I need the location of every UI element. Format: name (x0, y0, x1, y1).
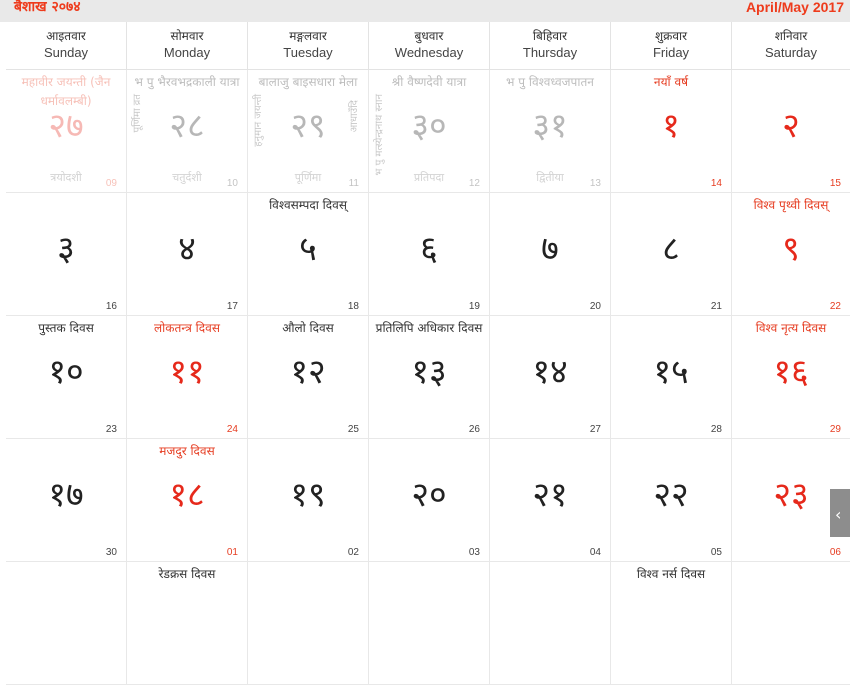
weekday-name-english: Monday (163, 45, 211, 60)
tithi-label: प्रतिपदा (413, 171, 445, 184)
nepali-date: ३१ (532, 106, 568, 146)
day-cell[interactable] (6, 316, 127, 438)
event-label: विश्व पृथ्वी दिवस् (753, 198, 829, 212)
english-date: 12 (468, 178, 480, 189)
nepali-date: १४ (532, 352, 568, 392)
english-date: 21 (710, 301, 722, 312)
week-row (6, 439, 850, 562)
nepali-date: १० (48, 352, 84, 392)
vertical-event-label: पूर्णिमा व्रत (132, 94, 143, 133)
english-date: 17 (226, 301, 238, 312)
day-cell[interactable] (248, 70, 369, 192)
event-label: रेडक्रस दिवस (158, 567, 216, 581)
nepali-date: ३ (57, 229, 75, 269)
nepali-date: १७ (48, 475, 84, 515)
nepali-date: ७ (541, 229, 559, 269)
scroll-up-button[interactable] (830, 489, 850, 537)
day-cell[interactable] (611, 439, 732, 561)
weekday-header-friday (611, 22, 732, 69)
tithi-label: द्वितीया (536, 171, 564, 184)
nepali-date: ६ (420, 229, 438, 269)
day-cell[interactable] (6, 439, 127, 561)
english-date: 06 (829, 547, 841, 558)
nepali-date: २१ (532, 475, 568, 515)
english-date: 28 (710, 424, 722, 435)
english-date: 25 (347, 424, 359, 435)
day-cell[interactable] (127, 439, 248, 561)
english-date: 10 (226, 178, 238, 189)
day-cell[interactable] (732, 70, 850, 192)
event-label: विश्व नृत्य दिवस (755, 321, 827, 335)
nepali-date: ११ (169, 352, 205, 392)
weekday-name-english: Saturday (764, 45, 818, 60)
nepali-date: १५ (653, 352, 689, 392)
english-date: 14 (710, 178, 722, 189)
day-cell[interactable] (127, 70, 248, 192)
day-cell[interactable] (248, 193, 369, 315)
event-label: भ पु भैरवभद्रकाली यात्रा (134, 75, 240, 89)
english-date: 18 (347, 301, 359, 312)
event-label: नयाँ वर्ष (653, 75, 689, 89)
vertical-event-label: हनुमान जयन्ती (253, 94, 264, 147)
weekday-name-nepali: बुधवार (414, 29, 444, 43)
day-cell[interactable] (611, 562, 732, 684)
day-cell[interactable] (127, 562, 248, 684)
weekday-name-nepali: बिहिवार (532, 29, 568, 43)
weekday-name-english: Wednesday (394, 45, 464, 60)
nepali-date: २ (782, 106, 800, 146)
day-cell[interactable] (611, 316, 732, 438)
day-cell[interactable] (248, 316, 369, 438)
day-cell[interactable] (611, 193, 732, 315)
english-date: 09 (105, 178, 117, 189)
weekday-header-tuesday (248, 22, 369, 69)
tithi-label: चतुर्दशी (172, 171, 202, 184)
day-cell[interactable] (6, 70, 127, 192)
day-cell[interactable] (732, 316, 850, 438)
event-label: श्री वैष्णदेवी यात्रा (391, 75, 467, 89)
weekday-header-thursday (490, 22, 611, 69)
event-label: लोकतन्त्र दिवस (154, 321, 220, 335)
day-cell[interactable] (127, 316, 248, 438)
weekday-header-monday (127, 22, 248, 69)
english-date: 04 (589, 547, 601, 558)
nepali-date: ९ (782, 229, 800, 269)
weekday-name-nepali: आइतवार (46, 29, 86, 43)
nepali-date: २३ (773, 475, 809, 515)
nepali-date: २२ (653, 475, 689, 515)
event-label: मजदुर दिवस (159, 444, 215, 458)
tithi-label: पूर्णिमा (294, 171, 322, 184)
weekday-name-english: Friday (652, 45, 690, 60)
day-cell[interactable] (248, 562, 369, 684)
nepali-date: २० (411, 475, 447, 515)
nepali-date: २७ (48, 106, 84, 146)
english-month-title: April/May 2017 (745, 0, 844, 15)
weekday-name-nepali: शनिवार (774, 29, 808, 43)
day-cell[interactable] (490, 439, 611, 561)
english-date: 19 (468, 301, 480, 312)
nepali-date: १६ (773, 352, 809, 392)
english-date: 22 (829, 301, 841, 312)
english-date: 24 (226, 424, 238, 435)
event-label: प्रतिलिपि अधिकार दिवस (375, 321, 483, 335)
nepali-date: २८ (169, 106, 205, 146)
nepali-date: २९ (290, 106, 326, 146)
weekday-name-nepali: सोमवार (170, 29, 204, 43)
english-date: 23 (105, 424, 117, 435)
day-cell[interactable] (369, 193, 490, 315)
english-date: 30 (105, 547, 117, 558)
english-date: 01 (226, 547, 238, 558)
nepali-date: १२ (290, 352, 326, 392)
day-cell[interactable] (490, 316, 611, 438)
english-date: 26 (468, 424, 480, 435)
week-row (6, 562, 850, 685)
nepali-date: १८ (169, 475, 205, 515)
weekday-header-wednesday (369, 22, 490, 69)
tithi-label: त्रयोदशी (50, 171, 82, 184)
day-cell[interactable] (369, 316, 490, 438)
english-date: 03 (468, 547, 480, 558)
week-row (6, 193, 850, 316)
nepali-date: ४ (178, 229, 196, 269)
vertical-event-label: भ पु मत्स्येन्द्रनाथ स्नान (374, 94, 385, 176)
weekday-name-english: Thursday (522, 45, 578, 60)
english-date: 11 (348, 178, 359, 189)
day-cell[interactable] (490, 562, 611, 684)
weekday-header-sunday (6, 22, 127, 69)
weekday-header-saturday (732, 22, 850, 69)
day-cell[interactable] (732, 193, 850, 315)
chevron-up-icon: ‹ (835, 505, 842, 524)
weekday-name-nepali: शुक्रवार (654, 29, 688, 43)
day-cell[interactable] (369, 562, 490, 684)
english-date: 16 (105, 301, 117, 312)
week-row (6, 316, 850, 439)
english-date: 20 (589, 301, 601, 312)
day-cell[interactable] (369, 70, 490, 192)
weekday-header-row (6, 22, 850, 70)
event-label: पुस्तक दिवस (38, 321, 94, 335)
event-label: भ पु विश्वध्वजपातन (506, 75, 594, 89)
nepali-date: ५ (299, 229, 317, 269)
calendar-grid (6, 22, 850, 685)
nepali-date: ३० (411, 106, 447, 146)
day-cell[interactable] (490, 193, 611, 315)
weekday-name-english: Sunday (43, 45, 89, 60)
day-cell[interactable] (6, 193, 127, 315)
day-cell[interactable] (127, 193, 248, 315)
english-date: 02 (347, 547, 359, 558)
day-cell[interactable] (732, 562, 850, 684)
day-cell[interactable] (611, 70, 732, 192)
english-date: 13 (589, 178, 601, 189)
event-label: विश्व नर्स दिवस (636, 567, 706, 581)
day-cell[interactable] (248, 439, 369, 561)
nepali-date: १९ (290, 475, 326, 515)
vertical-event-label: आधाउँदि (349, 100, 360, 133)
english-date: 05 (710, 547, 722, 558)
week-row (6, 70, 850, 193)
event-label: बालाजु बाइसधारा मेला (258, 75, 358, 89)
weekday-name-english: Tuesday (283, 45, 333, 60)
event-label: औलो दिवस (282, 321, 334, 335)
event-label: महावीर जयन्ती (जैन धर्मावलम्बी) (21, 75, 111, 108)
day-cell[interactable] (6, 562, 127, 684)
english-date: 15 (829, 178, 841, 189)
english-date: 29 (829, 424, 841, 435)
day-cell[interactable] (490, 70, 611, 192)
nepali-date: १ (662, 106, 680, 146)
month-header-bar (0, 0, 850, 22)
event-label: विश्वसम्पदा दिवस् (269, 198, 347, 212)
nepali-date: ८ (662, 229, 680, 269)
day-cell[interactable] (369, 439, 490, 561)
english-date: 27 (589, 424, 601, 435)
nepali-date: १३ (411, 352, 447, 392)
nepali-month-title: बैशाख २०७४ (14, 0, 81, 15)
weekday-name-nepali: मङ्गलवार (289, 29, 327, 43)
